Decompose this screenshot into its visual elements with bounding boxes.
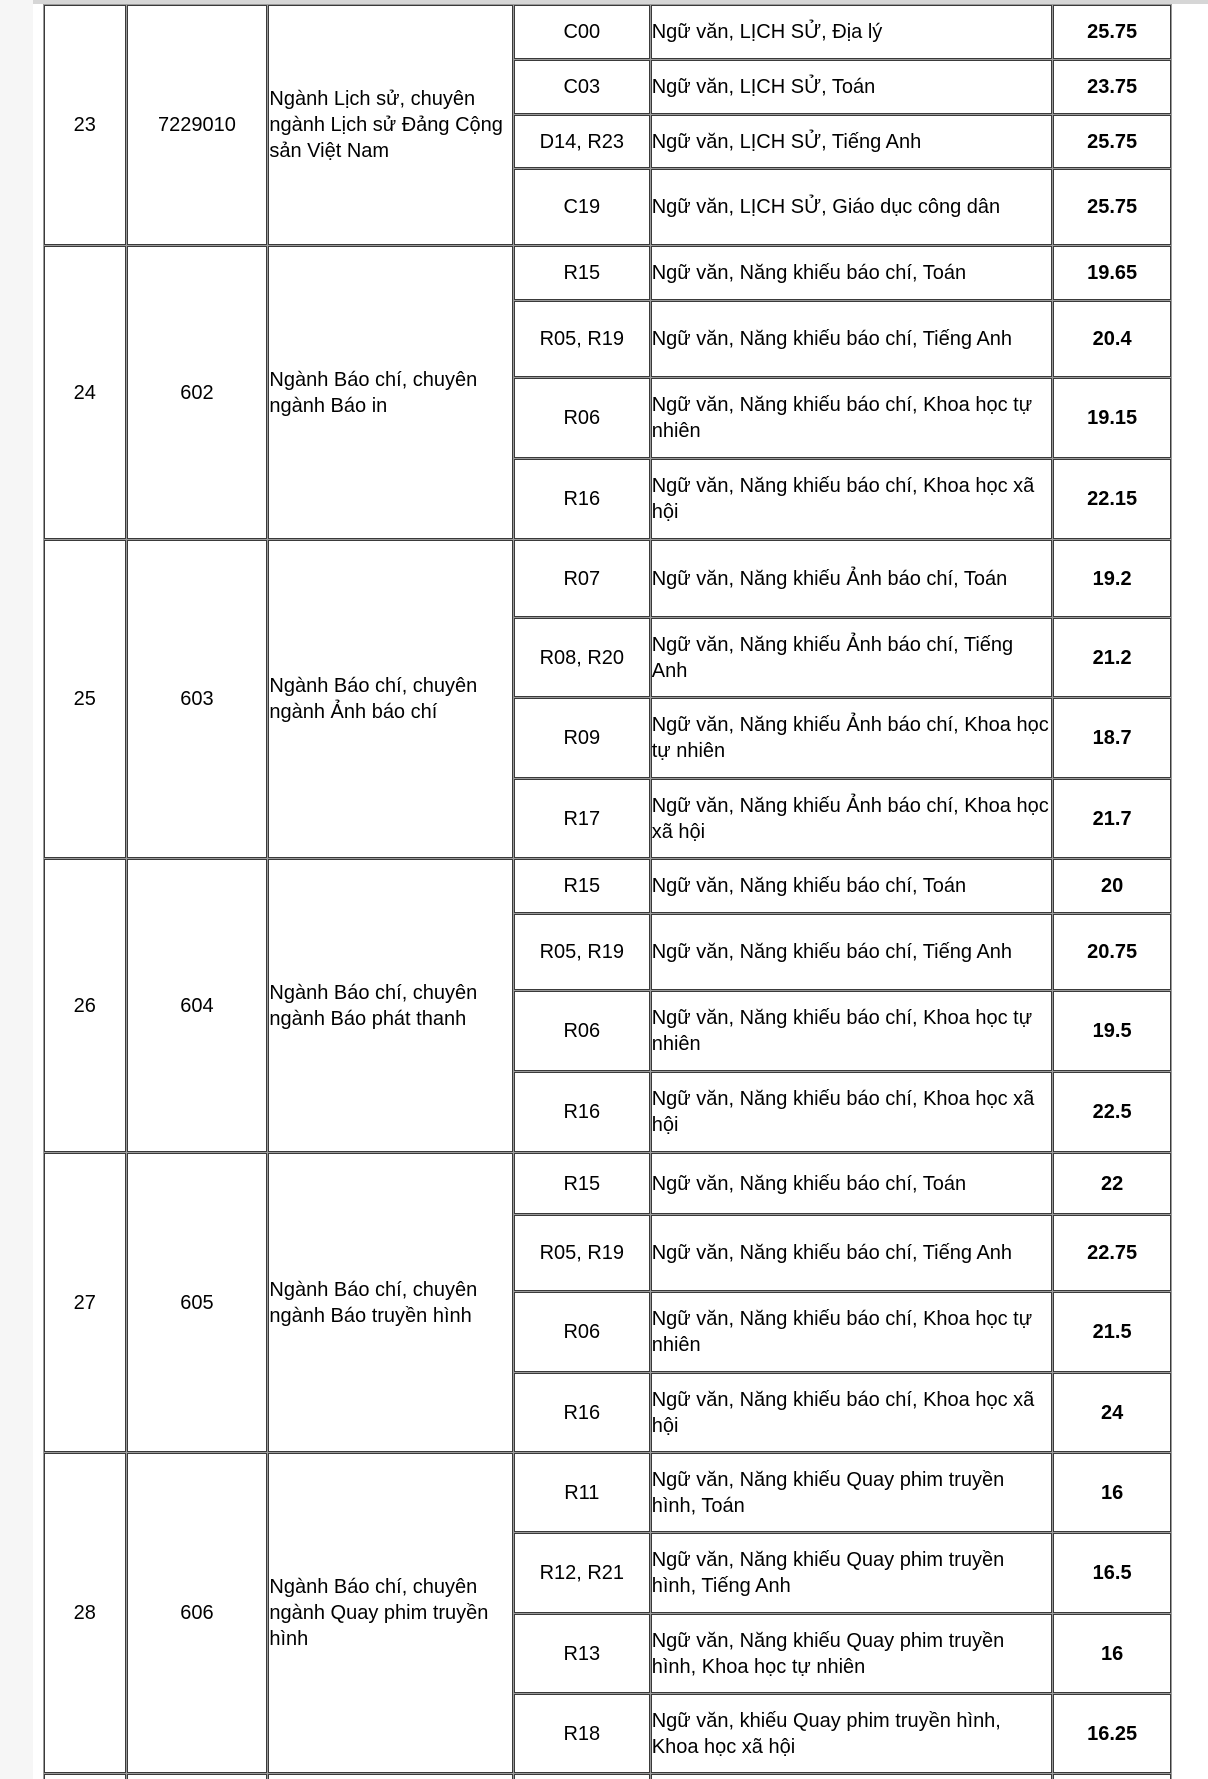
row-number-cell: 25: [44, 540, 126, 858]
empty-cell: [44, 1774, 126, 1779]
major-name-cell: Ngành Lịch sử, chuyên ngành Lịch sử Đảng Cộng sản Việt Nam: [268, 5, 513, 245]
table-body: [44, 5, 1171, 1779]
empty-cell: [127, 1774, 268, 1779]
combination-code-cell: R11: [514, 1453, 650, 1532]
score-cell: 18.7: [1053, 698, 1171, 778]
table-row: [44, 5, 1171, 59]
subjects-cell: Ngữ văn, Năng khiếu Quay phim truyền hình, Tiếng Anh: [651, 1533, 1053, 1613]
score-cell: 21.2: [1053, 618, 1171, 697]
subjects-cell: Ngữ văn, Năng khiếu Ảnh báo chí, Khoa học tự nhiên: [651, 698, 1053, 778]
major-code-cell: 606: [127, 1453, 268, 1773]
score-cell: 20.4: [1053, 301, 1171, 377]
row-number-cell: 24: [44, 246, 126, 539]
subjects-cell: Ngữ văn, Năng khiếu Quay phim truyền hình, Khoa học tự nhiên: [651, 1614, 1053, 1693]
combination-code-cell: R06: [514, 991, 650, 1071]
subjects-cell: Ngữ văn, Năng khiếu báo chí, Toán: [651, 1153, 1053, 1214]
subjects-cell: Ngữ văn, Năng khiếu báo chí, Khoa học xã hội: [651, 1072, 1053, 1152]
score-cell: 20: [1053, 859, 1171, 913]
admission-scores-table: [43, 4, 1172, 1779]
major-code-cell: 604: [127, 859, 268, 1152]
score-cell: 24: [1053, 1373, 1171, 1452]
score-cell: 16: [1053, 1453, 1171, 1532]
table-row: [44, 540, 1171, 617]
subjects-cell: Ngữ văn, Năng khiếu Ảnh báo chí, Toán: [651, 540, 1053, 617]
combination-code-cell: R16: [514, 1373, 650, 1452]
subjects-cell: Ngữ văn, Năng khiếu báo chí, Khoa học xã hội: [651, 459, 1053, 539]
combination-code-cell: C19: [514, 169, 650, 245]
subjects-cell: Ngữ văn, Năng khiếu Ảnh báo chí, Tiếng Anh: [651, 618, 1053, 697]
subjects-cell: Ngữ văn, Năng khiếu báo chí, Khoa học tự nhiên: [651, 1292, 1053, 1372]
major-code-cell: 7229010: [127, 5, 268, 245]
score-cell: 21.7: [1053, 779, 1171, 858]
major-code-cell: 605: [127, 1153, 268, 1452]
subjects-cell: Ngữ văn, Năng khiếu báo chí, Tiếng Anh: [651, 1215, 1053, 1291]
major-name-cell: Ngành Báo chí, chuyên ngành Ảnh báo chí: [268, 540, 513, 858]
combination-code-cell: R08, R20: [514, 618, 650, 697]
score-cell: 19.2: [1053, 540, 1171, 617]
score-cell: 16.5: [1053, 1533, 1171, 1613]
subjects-cell: Ngữ văn, Năng khiếu báo chí, Tiếng Anh: [651, 914, 1053, 990]
major-name-cell: Ngành Báo chí, chuyên ngành Quay phim truyền hình: [268, 1453, 513, 1773]
score-cell: 19.15: [1053, 378, 1171, 458]
subjects-cell: Ngữ văn, LỊCH SỬ, Tiếng Anh: [651, 115, 1053, 168]
score-cell: 25.75: [1053, 115, 1171, 168]
score-cell: 19.65: [1053, 246, 1171, 300]
combination-code-cell: R16: [514, 1072, 650, 1152]
score-cell: 21.5: [1053, 1292, 1171, 1372]
score-cell: 20.75: [1053, 914, 1171, 990]
major-name-cell: Ngành Báo chí, chuyên ngành Báo truyền hình: [268, 1153, 513, 1452]
combination-code-cell: R15: [514, 1153, 650, 1214]
empty-cell: [651, 1774, 1053, 1779]
subjects-cell: Ngữ văn, Năng khiếu Quay phim truyền hình, Toán: [651, 1453, 1053, 1532]
major-name-cell: Ngành Báo chí, chuyên ngành Báo phát thanh: [268, 859, 513, 1152]
row-number-cell: 26: [44, 859, 126, 1152]
combination-code-cell: C03: [514, 60, 650, 114]
combination-code-cell: D14, R23: [514, 115, 650, 168]
table-row: [44, 859, 1171, 913]
major-name-cell: Ngành Báo chí, chuyên ngành Báo in: [268, 246, 513, 539]
subjects-cell: Ngữ văn, Năng khiếu báo chí, Khoa học tự nhiên: [651, 991, 1053, 1071]
combination-code-cell: R16: [514, 459, 650, 539]
combination-code-cell: R09: [514, 698, 650, 778]
score-cell: 22.75: [1053, 1215, 1171, 1291]
combination-code-cell: R05, R19: [514, 914, 650, 990]
score-cell: 22: [1053, 1153, 1171, 1214]
combination-code-cell: R15: [514, 859, 650, 913]
score-cell: 25.75: [1053, 5, 1171, 59]
major-code-cell: 602: [127, 246, 268, 539]
score-cell: 22.5: [1053, 1072, 1171, 1152]
combination-code-cell: R15: [514, 246, 650, 300]
table-row: [44, 1453, 1171, 1532]
empty-cell: [514, 1774, 650, 1779]
score-cell: 16.25: [1053, 1694, 1171, 1773]
row-number-cell: 23: [44, 5, 126, 245]
empty-cell: [1053, 1774, 1171, 1779]
combination-code-cell: R06: [514, 378, 650, 458]
combination-code-cell: R12, R21: [514, 1533, 650, 1613]
combination-code-cell: R13: [514, 1614, 650, 1693]
major-code-cell: 603: [127, 540, 268, 858]
combination-code-cell: R18: [514, 1694, 650, 1773]
table-row-partial: [44, 1774, 1171, 1779]
subjects-cell: Ngữ văn, LỊCH SỬ, Toán: [651, 60, 1053, 114]
subjects-cell: Ngữ văn, Năng khiếu báo chí, Tiếng Anh: [651, 301, 1053, 377]
table-row: [44, 1153, 1171, 1214]
combination-code-cell: R07: [514, 540, 650, 617]
score-cell: 23.75: [1053, 60, 1171, 114]
subjects-cell: Ngữ văn, Năng khiếu báo chí, Toán: [651, 859, 1053, 913]
subjects-cell: Ngữ văn, Năng khiếu Ảnh báo chí, Khoa học xã hội: [651, 779, 1053, 858]
combination-code-cell: R05, R19: [514, 1215, 650, 1291]
score-cell: 22.15: [1053, 459, 1171, 539]
subjects-cell: Ngữ văn, Năng khiếu báo chí, Khoa học xã hội: [651, 1373, 1053, 1452]
combination-code-cell: R05, R19: [514, 301, 650, 377]
combination-code-cell: C00: [514, 5, 650, 59]
subjects-cell: Ngữ văn, LỊCH SỬ, Địa lý: [651, 5, 1053, 59]
empty-cell: [268, 1774, 513, 1779]
table-row: [44, 246, 1171, 300]
score-cell: 19.5: [1053, 991, 1171, 1071]
combination-code-cell: R06: [514, 1292, 650, 1372]
combination-code-cell: R17: [514, 779, 650, 858]
subjects-cell: Ngữ văn, Năng khiếu báo chí, Toán: [651, 246, 1053, 300]
score-cell: 25.75: [1053, 169, 1171, 245]
left-gutter: [0, 0, 33, 1779]
row-number-cell: 28: [44, 1453, 126, 1773]
subjects-cell: Ngữ văn, Năng khiếu báo chí, Khoa học tự nhiên: [651, 378, 1053, 458]
row-number-cell: 27: [44, 1153, 126, 1452]
score-cell: 16: [1053, 1614, 1171, 1693]
subjects-cell: Ngữ văn, LỊCH SỬ, Giáo dục công dân: [651, 169, 1053, 245]
subjects-cell: Ngữ văn, khiếu Quay phim truyền hình, Khoa học xã hội: [651, 1694, 1053, 1773]
